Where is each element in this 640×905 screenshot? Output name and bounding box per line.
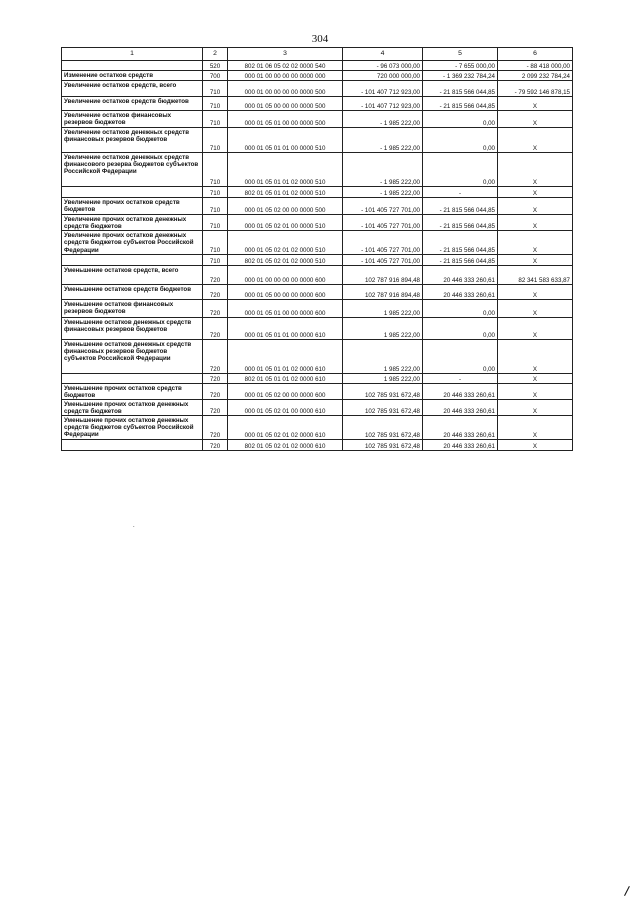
row-classification-code: 802 01 06 05 02 02 0000 540 — [228, 61, 343, 71]
row-classification-code: 000 01 05 00 00 00 0000 600 — [228, 284, 343, 299]
row-description: Увеличение прочих остатков средств бюджетов — [62, 198, 203, 215]
row-description: Уменьшение прочих остатков денежных средств бюджетов субъектов Российской Федерации — [62, 416, 203, 440]
row-value-col5: 20 446 333 260,61 — [423, 440, 498, 451]
row-classification-code: 000 01 00 00 00 00 0000 000 — [228, 71, 343, 81]
row-value-col5: - 21 815 566 044,85 — [423, 97, 498, 111]
row-value-col4: 1 985 222,00 — [343, 339, 423, 373]
row-code: 720 — [203, 265, 228, 284]
row-classification-code: 000 01 05 01 01 02 0000 510 — [228, 153, 343, 187]
row-value-col6: X — [498, 97, 573, 111]
row-value-col4: 102 787 916 894,48 — [343, 265, 423, 284]
row-value-col6: X — [498, 215, 573, 231]
table-row — [62, 61, 573, 71]
row-value-col6: X — [498, 383, 573, 399]
row-value-col5: 20 446 333 260,61 — [423, 265, 498, 284]
row-code: 720 — [203, 416, 228, 440]
row-classification-code: 000 01 00 00 00 00 0000 500 — [228, 81, 343, 97]
row-value-col6: - 79 592 146 878,15 — [498, 81, 573, 97]
table-row — [62, 440, 573, 451]
row-value-col5: - — [423, 373, 498, 383]
row-value-col6: - 88 418 000,00 — [498, 61, 573, 71]
row-classification-code: 000 01 05 01 01 02 0000 610 — [228, 339, 343, 373]
row-value-col4: 102 785 931 672,48 — [343, 440, 423, 451]
row-value-col5: - 21 815 566 044,85 — [423, 215, 498, 231]
row-value-col5: - 21 815 566 044,85 — [423, 231, 498, 254]
row-description: Уменьшение остатков средств, всего — [62, 265, 203, 284]
table-row — [62, 399, 573, 415]
row-value-col4: 1 985 222,00 — [343, 299, 423, 317]
row-value-col6: X — [498, 187, 573, 198]
footnote-mark: . — [133, 523, 135, 529]
row-description: Уменьшение остатков денежных средств финансовых резервов бюджетов — [62, 317, 203, 339]
row-description: Уменьшение прочих остатков средств бюджетов — [62, 383, 203, 399]
row-value-col5: 20 446 333 260,61 — [423, 399, 498, 415]
row-value-col4: 102 785 931 672,48 — [343, 416, 423, 440]
row-value-col4: 1 985 222,00 — [343, 373, 423, 383]
row-value-col4: - 101 405 727 701,00 — [343, 254, 423, 265]
row-value-col5: 0,00 — [423, 128, 498, 153]
row-value-col5: - 21 815 566 044,85 — [423, 198, 498, 215]
row-value-col6: X — [498, 339, 573, 373]
row-value-col5: - — [423, 187, 498, 198]
row-description: Увеличение остатков денежных средств финансовых резервов бюджетов — [62, 128, 203, 153]
row-value-col6: X — [498, 128, 573, 153]
row-value-col5: 0,00 — [423, 153, 498, 187]
table-row — [62, 265, 573, 284]
column-header-2: 2 — [203, 48, 228, 61]
table-row — [62, 153, 573, 187]
budget-balances-table — [61, 47, 573, 451]
table-row — [62, 215, 573, 231]
row-code: 710 — [203, 187, 228, 198]
table-row — [62, 81, 573, 97]
table-row — [62, 383, 573, 399]
row-classification-code: 000 01 05 02 00 00 0000 500 — [228, 198, 343, 215]
row-value-col6: X — [498, 231, 573, 254]
row-value-col5: 0,00 — [423, 339, 498, 373]
row-classification-code: 000 01 05 01 01 00 0000 510 — [228, 128, 343, 153]
row-value-col5: 0,00 — [423, 111, 498, 128]
row-description: Увеличение остатков финансовых резервов бюджетов — [62, 111, 203, 128]
table-row — [62, 339, 573, 373]
row-description: Уменьшение остатков денежных средств финансовых резервов бюджетов субъектов Российской Федерации — [62, 339, 203, 373]
table-row — [62, 254, 573, 265]
table-row — [62, 317, 573, 339]
row-classification-code: 000 01 05 02 01 02 0000 610 — [228, 416, 343, 440]
row-classification-code: 000 01 05 02 01 02 0000 510 — [228, 231, 343, 254]
row-description: Увеличение остатков денежных средств финансового резерва бюджетов субъектов Российской Федерации — [62, 153, 203, 187]
row-code: 720 — [203, 317, 228, 339]
row-value-col5: 0,00 — [423, 317, 498, 339]
row-code: 720 — [203, 373, 228, 383]
row-code: 720 — [203, 284, 228, 299]
column-header-3: 3 — [228, 48, 343, 61]
row-value-col4: - 1 985 222,00 — [343, 128, 423, 153]
row-code: 710 — [203, 231, 228, 254]
table-row — [62, 111, 573, 128]
row-code: 720 — [203, 440, 228, 451]
row-value-col5: - 21 815 566 044,85 — [423, 254, 498, 265]
row-value-col4: 102 785 931 672,48 — [343, 383, 423, 399]
row-classification-code: 000 01 00 00 00 00 0000 600 — [228, 265, 343, 284]
row-description: Уменьшение остатков средств бюджетов — [62, 284, 203, 299]
row-value-col4: 1 985 222,00 — [343, 317, 423, 339]
row-value-col6: 82 341 583 633,87 — [498, 265, 573, 284]
row-description: Увеличение остатков средств, всего — [62, 81, 203, 97]
table-row — [62, 416, 573, 440]
row-code: 520 — [203, 61, 228, 71]
row-classification-code: 802 01 05 01 01 02 0000 610 — [228, 373, 343, 383]
row-value-col6: X — [498, 299, 573, 317]
table-row — [62, 198, 573, 215]
row-value-col4: 720 000 000,00 — [343, 71, 423, 81]
table-row — [62, 71, 573, 81]
margin-handwritten-mark: / — [623, 882, 631, 900]
row-code: 710 — [203, 215, 228, 231]
row-value-col4: 102 787 916 894,48 — [343, 284, 423, 299]
row-code: 720 — [203, 383, 228, 399]
row-value-col6: X — [498, 153, 573, 187]
row-description — [62, 440, 203, 451]
row-code: 710 — [203, 81, 228, 97]
row-classification-code: 000 01 05 01 01 00 0000 610 — [228, 317, 343, 339]
row-value-col5: 0,00 — [423, 299, 498, 317]
row-classification-code: 000 01 05 02 01 00 0000 510 — [228, 215, 343, 231]
row-description: Увеличение прочих остатков денежных средств бюджетов — [62, 215, 203, 231]
page-number: 304 — [311, 33, 329, 45]
row-classification-code: 000 01 05 02 00 00 0000 600 — [228, 383, 343, 399]
row-value-col4: - 1 985 222,00 — [343, 187, 423, 198]
row-code: 710 — [203, 111, 228, 128]
row-value-col4: - 101 405 727 701,00 — [343, 231, 423, 254]
row-code: 710 — [203, 97, 228, 111]
row-description — [62, 373, 203, 383]
column-header-6: 6 — [498, 48, 573, 61]
row-description — [62, 187, 203, 198]
row-value-col5: - 7 655 000,00 — [423, 61, 498, 71]
row-classification-code: 802 01 05 02 01 02 0000 510 — [228, 254, 343, 265]
row-value-col4: - 96 073 000,00 — [343, 61, 423, 71]
row-value-col6: X — [498, 111, 573, 128]
row-value-col6: X — [498, 416, 573, 440]
row-description: Изменение остатков средств — [62, 71, 203, 81]
row-code: 710 — [203, 153, 228, 187]
row-code: 720 — [203, 299, 228, 317]
row-description: Увеличение остатков средств бюджетов — [62, 97, 203, 111]
row-value-col5: 20 446 333 260,61 — [423, 284, 498, 299]
row-classification-code: 802 01 05 01 01 02 0000 510 — [228, 187, 343, 198]
row-classification-code: 000 01 05 01 00 00 0000 600 — [228, 299, 343, 317]
column-header-4: 4 — [343, 48, 423, 61]
row-code: 710 — [203, 128, 228, 153]
row-value-col4: 102 785 931 672,48 — [343, 399, 423, 415]
row-code: 700 — [203, 71, 228, 81]
table-row — [62, 128, 573, 153]
row-value-col6: X — [498, 198, 573, 215]
row-value-col6: X — [498, 254, 573, 265]
column-header-5: 5 — [423, 48, 498, 61]
row-description: Уменьшение прочих остатков денежных средств бюджетов — [62, 399, 203, 415]
row-classification-code: 000 01 05 00 00 00 0000 500 — [228, 97, 343, 111]
row-classification-code: 802 01 05 02 01 02 0000 610 — [228, 440, 343, 451]
row-value-col6: X — [498, 284, 573, 299]
table-header-row — [62, 48, 573, 61]
row-code: 710 — [203, 254, 228, 265]
row-code: 720 — [203, 399, 228, 415]
row-value-col6: X — [498, 373, 573, 383]
row-value-col4: - 101 405 727 701,00 — [343, 215, 423, 231]
row-code: 710 — [203, 198, 228, 215]
row-value-col6: X — [498, 440, 573, 451]
row-value-col4: - 1 985 222,00 — [343, 111, 423, 128]
row-value-col5: - 21 815 566 044,85 — [423, 81, 498, 97]
table-row — [62, 299, 573, 317]
row-value-col4: - 101 407 712 923,00 — [343, 81, 423, 97]
row-description — [62, 61, 203, 71]
row-classification-code: 000 01 05 02 01 00 0000 610 — [228, 399, 343, 415]
table-row — [62, 284, 573, 299]
row-value-col6: 2 099 232 784,24 — [498, 71, 573, 81]
row-code: 720 — [203, 339, 228, 373]
row-value-col4: - 101 405 727 701,00 — [343, 198, 423, 215]
row-value-col5: 20 446 333 260,61 — [423, 383, 498, 399]
row-value-col5: - 1 369 232 784,24 — [423, 71, 498, 81]
row-description — [62, 254, 203, 265]
table-row — [62, 97, 573, 111]
row-description: Увеличение прочих остатков денежных средств бюджетов субъектов Российской Федерации — [62, 231, 203, 254]
row-classification-code: 000 01 05 01 00 00 0000 500 — [228, 111, 343, 128]
table-row — [62, 187, 573, 198]
row-value-col4: - 101 407 712 923,00 — [343, 97, 423, 111]
row-value-col4: - 1 985 222,00 — [343, 153, 423, 187]
row-value-col6: X — [498, 399, 573, 415]
table-row — [62, 373, 573, 383]
row-description: Уменьшение остатков финансовых резервов бюджетов — [62, 299, 203, 317]
column-header-1: 1 — [62, 48, 203, 61]
row-value-col5: 20 446 333 260,61 — [423, 416, 498, 440]
table-row — [62, 231, 573, 254]
row-value-col6: X — [498, 317, 573, 339]
